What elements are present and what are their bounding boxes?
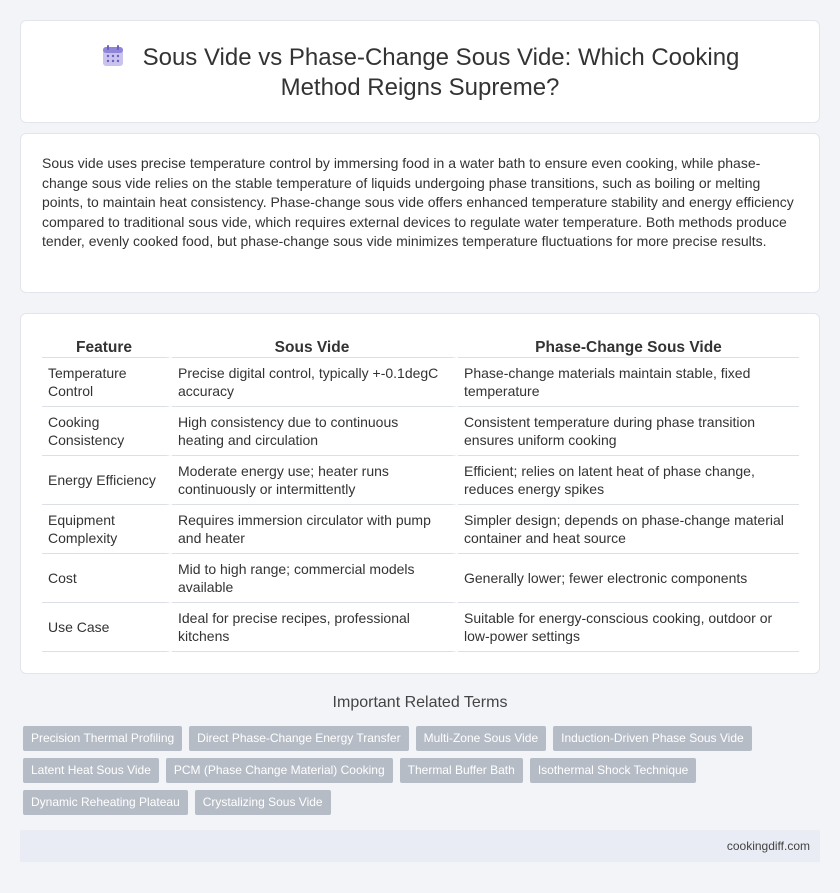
footer — [20, 830, 820, 862]
row-sous-vide: Requires immersion circulator with pump and heater — [172, 505, 458, 554]
row-phase-change: Efficient; relies on latent heat of phase change, reduces energy spikes — [458, 456, 799, 505]
related-term-tag[interactable]: PCM (Phase Change Material) Cooking — [166, 758, 393, 783]
footer-site[interactable]: cookingdiff.com — [726, 839, 810, 853]
row-phase-change: Suitable for energy-conscious cooking, outdoor or low-power settings — [458, 603, 799, 652]
related-term-tag[interactable]: Dynamic Reheating Plateau — [23, 790, 188, 815]
row-phase-change: Consistent temperature during phase transition ensures uniform cooking — [458, 407, 799, 456]
row-phase-change: Phase-change materials maintain stable, fixed temperature — [458, 358, 799, 407]
row-sous-vide: Moderate energy use; heater runs continuously or intermittently — [172, 456, 458, 505]
row-feature: Cost — [42, 554, 172, 603]
related-term-tag[interactable]: Direct Phase-Change Energy Transfer — [189, 726, 408, 751]
header-sous-vide: Sous Vide — [172, 335, 458, 358]
row-sous-vide: Mid to high range; commercial models available — [172, 554, 458, 603]
comparison-table — [42, 335, 799, 652]
table-row — [42, 358, 799, 407]
table-header-row — [42, 335, 799, 358]
table-row — [42, 407, 799, 456]
tag-row — [23, 758, 823, 783]
title-card — [20, 20, 820, 123]
table-row — [42, 505, 799, 554]
tag-row — [23, 790, 823, 815]
row-sous-vide: Precise digital control, typically +-0.1degC accuracy — [172, 358, 458, 407]
row-phase-change: Simpler design; depends on phase-change material container and heat source — [458, 505, 799, 554]
row-feature: Energy Efficiency — [42, 456, 172, 505]
page-title: Sous Vide vs Phase-Change Sous Vide: Which Cooking Method Reigns Supreme? — [142, 44, 740, 101]
table-row — [42, 554, 799, 603]
intro-paragraph: Sous vide uses precise temperature control by immersing food in a water bath to ensure even cooking, while phase-change sous vide relies on the stable temperature of liquids undergoing phase transitions, such as boiling or melting points, to maintain heat consistency. Phase-change sous vide offers enhanced temperature stability and energy efficiency compared to traditional sous vide, which requires external devices to regulate water temperature. Both methods produce tender, evenly cooked food, but phase-change sous vide minimizes temperature fluctuations for more precise results. — [42, 155, 794, 249]
row-feature: Equipment Complexity — [42, 505, 172, 554]
intro-card — [20, 133, 820, 293]
header-phase-change: Phase-Change Sous Vide — [458, 335, 799, 358]
table-row — [42, 603, 799, 652]
row-feature: Temperature Control — [42, 358, 172, 407]
row-sous-vide: Ideal for precise recipes, professional kitchens — [172, 603, 458, 652]
related-terms-title: Important Related Terms — [332, 694, 508, 711]
row-phase-change: Generally lower; fewer electronic components — [458, 554, 799, 603]
calendar-icon — [101, 44, 125, 68]
related-term-tag[interactable]: Latent Heat Sous Vide — [23, 758, 159, 783]
row-feature: Use Case — [42, 603, 172, 652]
header-feature: Feature — [42, 335, 172, 358]
related-terms-list — [23, 726, 823, 822]
row-feature: Cooking Consistency — [42, 407, 172, 456]
related-term-tag[interactable]: Precision Thermal Profiling — [23, 726, 182, 751]
related-term-tag[interactable]: Isothermal Shock Technique — [530, 758, 697, 783]
related-term-tag[interactable]: Crystalizing Sous Vide — [195, 790, 331, 815]
related-term-tag[interactable]: Thermal Buffer Bath — [400, 758, 523, 783]
comparison-card — [20, 313, 820, 674]
tag-row — [23, 726, 823, 751]
related-term-tag[interactable]: Induction-Driven Phase Sous Vide — [553, 726, 752, 751]
table-row — [42, 456, 799, 505]
row-sous-vide: High consistency due to continuous heating and circulation — [172, 407, 458, 456]
title-wrap — [61, 43, 779, 103]
related-term-tag[interactable]: Multi-Zone Sous Vide — [416, 726, 547, 751]
